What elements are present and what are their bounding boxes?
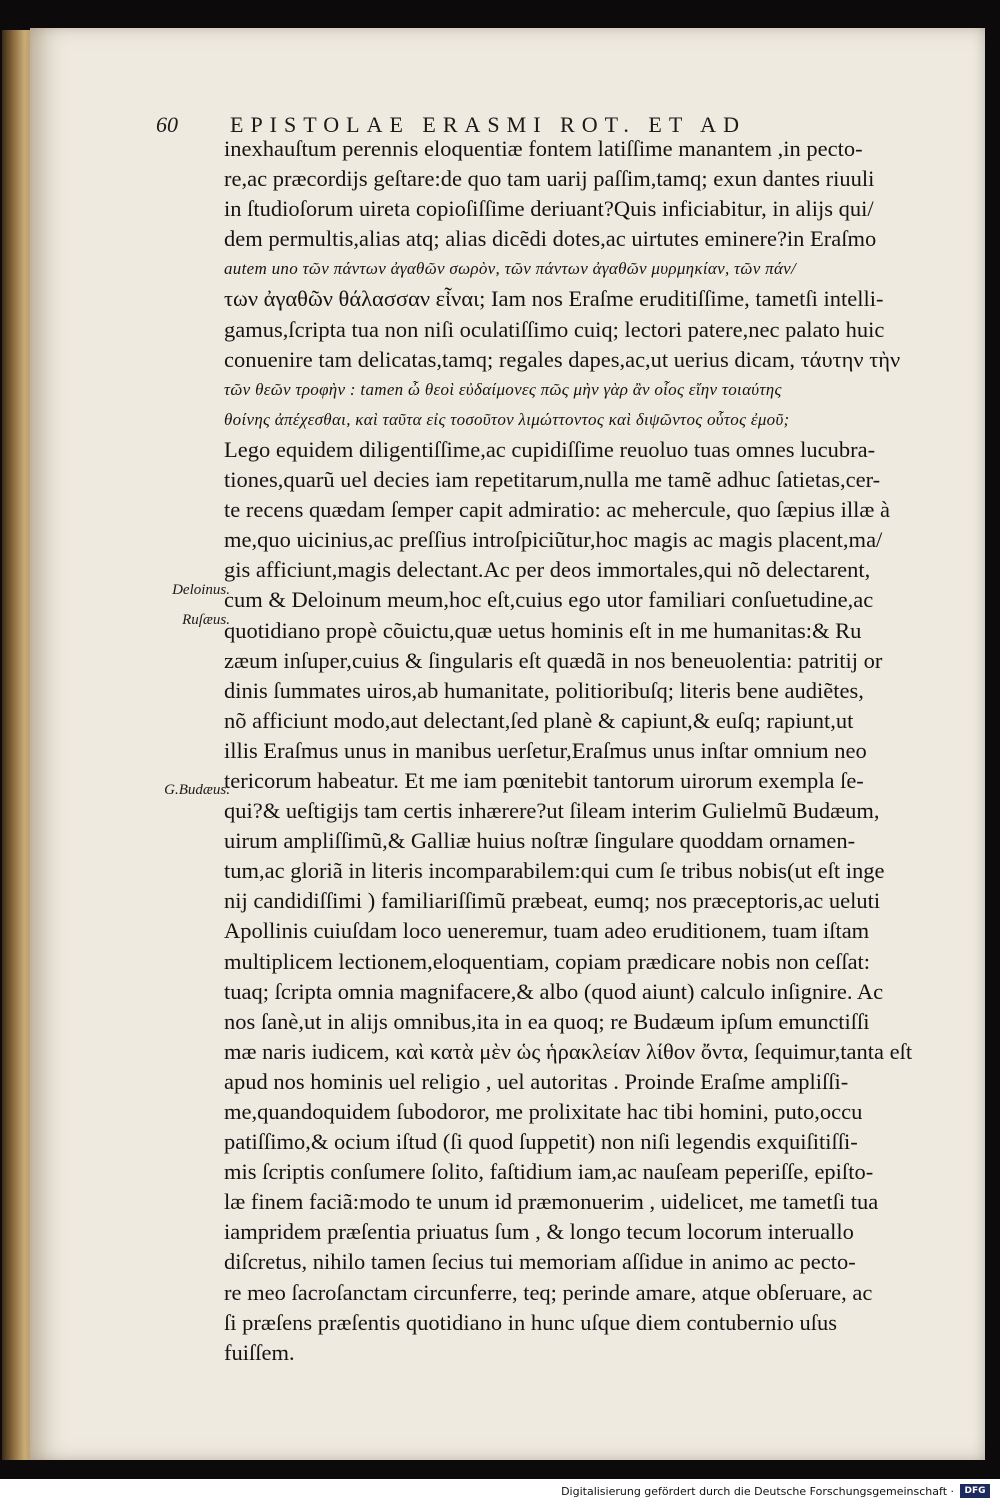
text-line: gamus,ſcripta tua non niſi oculatiſſimo cuiq; lectori patere,nec palato huic: [224, 316, 885, 342]
text-line: mis ſcriptis conſumere ſolito, faſtidium iam,ac nauſeam peperiſſe, epiſto-: [224, 1159, 874, 1185]
digitization-footer: [0, 1479, 1000, 1503]
text-line: in ſtudioſorum uireta copioſiſſime deriuant?Quis inficiabitur, in alijs qui/: [224, 196, 874, 222]
text-line: uirum ampliſſimũ,& Galliæ huius noſtræ ſingulare quoddam ornamen-: [224, 828, 856, 854]
text-line: tiones,quarũ uel decies iam repetitarum,nulla me tamẽ adhuc ſatietas,cer-: [224, 467, 881, 493]
text-line: conuenire tam delicatas,tamq; regales dapes,ac,ut uerius dicam, τάυτην τὴν: [224, 346, 901, 372]
text-line: tuaq; ſcripta omnia magnifacere,& albo (quod aiunt) calculo inſignire. Ac: [224, 978, 884, 1004]
text-line: nij candidiſſimi ) familiariſſimũ præbeat, eumq; nos præceptoris,ac ueluti: [224, 888, 881, 914]
dfg-logo-icon: DFG: [960, 1484, 990, 1498]
text-line: gis afficiunt,magis delectant.Ac per deos immortales,qui nõ delectarent,: [224, 557, 871, 583]
text-line: qui?& ueſtigijs tam certis inhærere?ut ſileam interim Gulielmũ Budæum,: [224, 798, 880, 824]
text-line: patiſſimo,& ocium iſtud (ſi quod ſuppetit) non niſi legendis exquiſitiſſi-: [224, 1129, 858, 1155]
footer-credit: Digitalisierung gefördert durch die Deutsche Forschungsgemeinschaft ·: [561, 1484, 954, 1498]
text-line: dem permultis,alias atq; alias dicẽdi dotes,ac uirtutes eminere?in Eraſmo: [224, 226, 877, 252]
text-line: læ finem faciã:modo te unum id præmonuerim , uidelicet, me tametſi tua: [224, 1189, 879, 1215]
margin-note-budaeus: G.Budæus.: [164, 782, 230, 798]
text-line: Lego equidem diligentiſſime,ac cupidiſſime reuoluo tuas omnes lucubra-: [224, 436, 876, 462]
text-line: inexhauſtum perennis eloquentiæ fontem latiſſime manantem ,in pecto-: [224, 136, 863, 161]
text-line: re meo ſacroſanctam circunferre, teq; perinde amare, atque obſeruare, ac: [224, 1279, 873, 1305]
text-line: mæ naris iudicem, καὶ κατὰ μὲν ὡς ἡρακλείαν λίθον ὄντα, ſequimur,tanta eſt: [224, 1038, 913, 1064]
text-line: fuiſſem.: [224, 1339, 295, 1365]
text-line: ſi præſens præſentis quotidiano in hunc uſque diem contubernio uſus: [224, 1309, 838, 1335]
text-line-greek: τῶν θεῶν τροφὴν : tamen ὦ θεοὶ εὐδαίμονες πῶς μὴν γὰρ ἂν οἷος εἴην τοιαύτης: [224, 379, 782, 399]
text-line: apud nos hominis uel religio , uel autoritas . Proinde Eraſme ampliſſi-: [224, 1068, 849, 1094]
text-line-greek: autem uno τῶν πάντων ἀγαθῶν σωρὸν, τῶν πάντων ἀγαθῶν μυρμηκίαν, τῶν πάν/: [224, 259, 797, 279]
text-line: nõ afficiunt modo,aut delectant,ſed planè & capiunt,& euſq; rapiunt,ut: [224, 707, 854, 733]
margin-note-deloinus: Deloinus.: [172, 582, 230, 598]
text-line: me,quandoquidem ſubodoror, me prolixitate hac tibi homini, puto,occu: [224, 1099, 863, 1124]
text-line: me,quo uicinius,ac preſſius introſpiciũtur,hoc magis ac magis placent,ma/: [224, 527, 883, 553]
text-line: των ἀγαθῶν θάλασσαν εἶναι; Iam nos Eraſme eruditiſſime, tametſi intelli-: [224, 286, 884, 312]
text-line: quotidiano propè cõuictu,quæ uetus hominis eſt in me humanitas:& Ru: [224, 617, 862, 643]
text-line: multiplicem lectionem,eloquentiam, copiam prædicare nobis non ceſſat:: [224, 948, 871, 974]
running-title: EPISTOLAE ERASMI ROT. ET AD: [230, 112, 746, 137]
text-line-greek: θοίνης ἀπέχεσθαι, καὶ ταῦτα εἰς τοσοῦτον λιμώττοντος καὶ διψῶντος οὗτος ἐμοῦ;: [224, 409, 790, 429]
text-line: re,ac præcordijs geſtare:de quo tam uarij paſſim,tamq; exun dantes riuuli: [224, 166, 875, 192]
text-line: diſcretus, nihilo tamen ſecius tui memoriam aſſidue in animo ac pecto-: [224, 1249, 856, 1275]
page-number: 60: [156, 112, 178, 137]
text-line: dinis ſummates uiros,ab humanitate, politioribuſq; literis bene audiẽtes,: [224, 677, 864, 703]
text-line: cum & Deloinum meum,hoc eſt,cuius ego utor familiari conſuetudine,ac: [224, 587, 874, 613]
text-line: Apollinis cuiuſdam loco ueneremur, tuam adeo eruditionem, tuam iſtam: [224, 918, 870, 944]
text-line: iampridem præſentia priuatus ſum , & longo tecum locorum interuallo: [224, 1219, 854, 1245]
text-line: zæum inſuper,cuius & ſingularis eſt quædã in nos beneuolentia: patritij or: [224, 647, 883, 673]
letter-body: [224, 134, 944, 1368]
margin-note-ruzaeus: Ruſæus.: [182, 612, 230, 628]
text-line: nos ſanè,ut in alijs omnibus,ita in ea quoq; re Budæum ipſum emunctiſſi: [224, 1008, 870, 1034]
text-line: te recens quædam ſemper capit admiratio: ac mehercule, quo ſæpius illæ à: [224, 497, 891, 523]
text-line: illis Eraſmus unus in manibus uerſetur,Eraſmus unus inſtar omnium neo: [224, 737, 867, 763]
text-line: tericorum habeatur. Et me iam pœnitebit tantorum uirorum exempla ſe-: [224, 767, 864, 793]
text-line: tum,ac gloriã in literis incomparabilem:qui cum ſe tribus nobis(ut eſt inge: [224, 858, 885, 884]
